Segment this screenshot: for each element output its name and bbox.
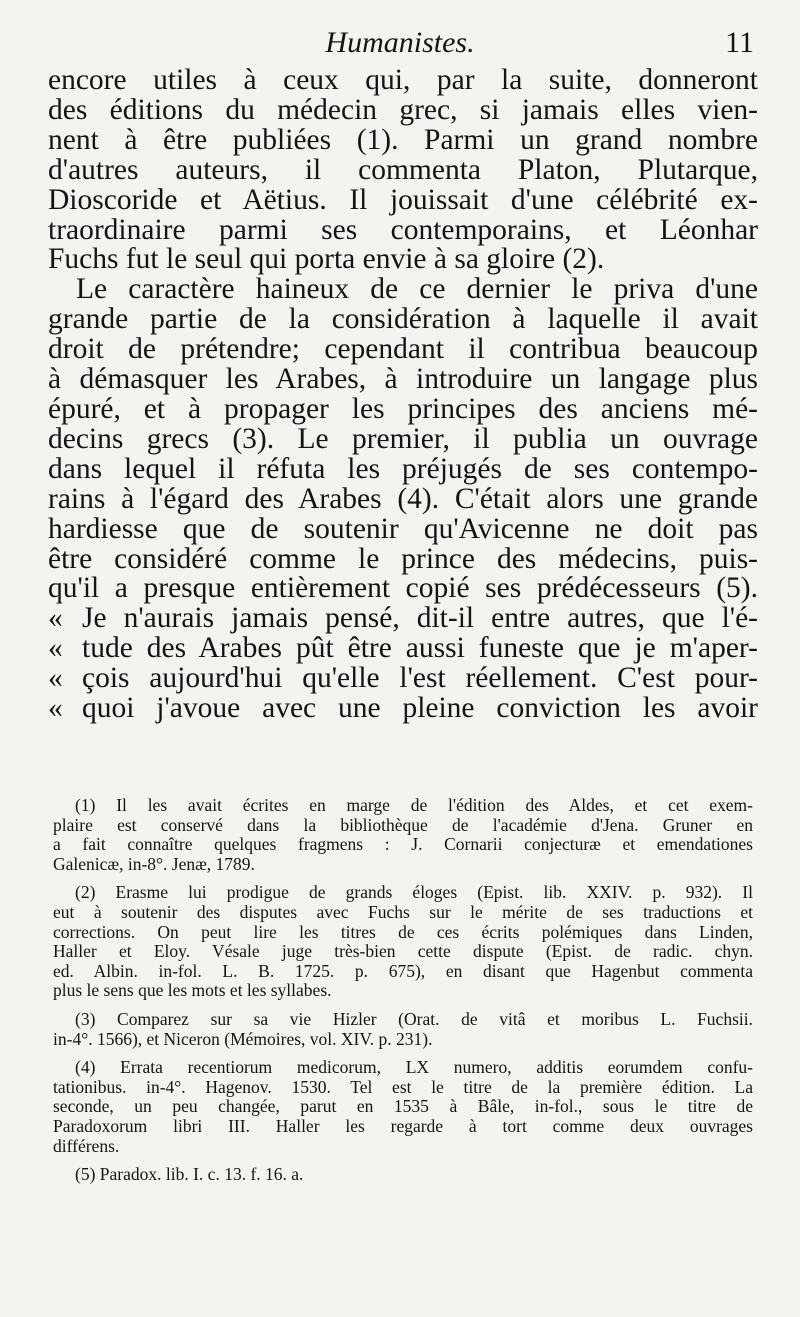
footnote-5: (5) Paradox. lib. I. c. 13. f. 16. a. [75,1164,304,1185]
text-line: qu'il a presque entièrement copié ses prédécesseurs (5). [48,572,758,605]
quote-line: « quoi j'avoue avec une pleine conviction les avoir [48,692,758,725]
main-text [48,66,758,724]
footnote-4: (4) Errata recentiorum medicorum, LX numero, additis eorumdem confu- tationibus. in-4°. Hagenov. 1530. Tel est le titre de la première édition. La seconde, un peu changée, parut en 1535 à Bâle, in-fol., sous le titre de Paradoxorum libri III. Haller les regarde à tort comme deux ouvrages différens. [53,1057,753,1156]
quote-line: « tude des Arabes pût être aussi funeste que je m'aper- [48,632,758,665]
text-line: Le caractère haineux de ce dernier le priva d'une [76,273,758,306]
footnote-1: (1) Il les avait écrites en marge de l'édition des Aldes, et cet exem- plaire est conservé dans la bibliothèque de l'académie d'Jena. Gruner en a fait connaître quelques fragmens : J. Cornarii conjecturæ et emendationes Galenicæ, in-8°. Jenæ, 1789. [53,795,753,874]
footnote-3: (3) Comparez sur sa vie Hizler (Orat. de vitâ et moribus L. Fuchsii. in-4°. 1566), et Niceron (Mémoires, vol. XIV. p. 231). [53,1008,753,1049]
quote-line: « Je n'aurais jamais pensé, dit-il entre autres, que l'é- [48,602,758,635]
text-line: hardiesse que de soutenir qu'Avicenne ne doit pas [48,512,758,545]
quote-mark: « [48,662,63,695]
text-line: Dioscoride et Aëtius. Il jouissait d'une célébrité ex- [48,183,758,216]
text-line: rains à l'égard des Arabes (4). C'était alors une grande [48,482,758,515]
text-line: grande partie de la considération à laquelle il avait [48,303,758,336]
text-line: traordinaire parmi ses contemporains, et Léonhar [48,213,758,246]
text-line: être considéré comme le prince des médecins, puis- [48,542,758,575]
page-header [0,22,800,66]
text-line: droit de prétendre; cependant il contribua beaucoup [48,333,758,366]
footnote-2: (2) Erasme lui prodigue de grands éloges (Epist. lib. XXIV. p. 932). Il eut à soutenir des disputes avec Fuchs sur le mérite de ses traductions et corrections. On peut lire les titres de ces écrits polémiques dans Linden, Haller et Eloy. Vésale juge très-bien cette dispute (Epist. de radic. chyn. ed. Albin. in-fol. L. B. 1725. p. 675), en disant que Hagenbut commenta plus le sens que les mots et les syllabes. [53,882,753,1001]
text-line: dans lequel il réfuta les préjugés de ses contempo- [48,452,758,485]
quote-mark: « [48,692,63,725]
running-title: Humanistes. [325,26,475,59]
text-line: épuré, et à propager les principes des anciens mé- [48,392,758,425]
footnotes [53,796,753,1194]
text-line: nent à être publiées (1). Parmi un grand nombre [48,123,758,156]
text-line: Fuchs fut le seul qui porta envie à sa gloire (2). [48,243,605,276]
quote-mark: « [48,602,63,635]
quote-mark: « [48,632,63,665]
text-line: d'autres auteurs, il commenta Platon, Plutarque, [48,153,758,186]
text-line: à démasquer les Arabes, à introduire un langage plus [48,363,758,396]
text-line: des éditions du médecin grec, si jamais elles vien- [48,93,758,126]
text-line: encore utiles à ceux qui, par la suite, donneront [48,64,758,96]
quote-line: « çois aujourd'hui qu'elle l'est réellement. C'est pour- [48,662,758,695]
text-line: decins grecs (3). Le premier, il publia un ouvrage [48,422,758,455]
page-number: 11 [725,26,754,59]
